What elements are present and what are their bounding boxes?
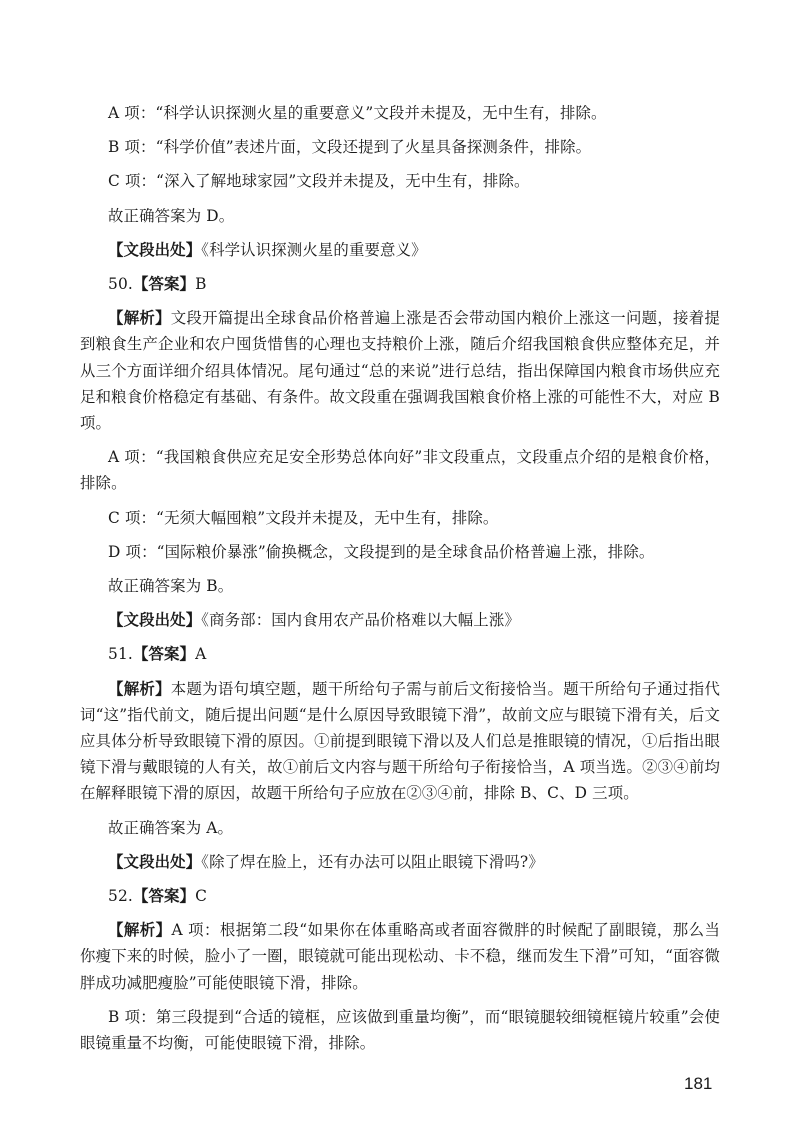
answer-label: 【答案】	[132, 275, 196, 294]
q49-source-text: 《科学认识探测火星的重要意义》	[201, 240, 427, 259]
q49-option-b: B 项：“科学价值”表述片面，文段还提到了火星具备探测条件，排除。	[108, 138, 592, 157]
q52-answer-line	[80, 883, 720, 909]
q49-conclusion: 故正确答案为 D。	[108, 206, 235, 225]
q51-answer-line	[80, 641, 720, 667]
page-content	[80, 100, 720, 1064]
q50-analysis	[80, 305, 720, 436]
q52-number: 52.	[108, 887, 133, 906]
q50-option-a: A 项：“我国粮食供应充足安全形势总体向好”非文段重点，文段重点介绍的是粮食价格，排除。	[80, 448, 720, 493]
q52-option-b: B 项：第三段提到“合适的镜框，应该做到重量均衡”，而“眼镜腿较细镜框镜片较重”会使眼镜重量不均衡，可能使眼镜下滑，排除。	[80, 1007, 720, 1053]
q52-analysis	[80, 917, 720, 996]
q50-source-text: 《商务部：国内食用农产品价格难以大幅上涨》	[201, 611, 520, 630]
q52-answer: C	[195, 887, 208, 906]
q49-option-c: C 项：“深入了解地球家园”文段并未提及，无中生有，排除。	[108, 172, 530, 191]
q50-source	[80, 607, 720, 633]
q51-source-text: 《除了焊在脸上，还有办法可以阻止眼镜下滑吗?》	[201, 852, 544, 871]
q49-option-a: A 项：“科学认识探测火星的重要意义”文段并未提及，无中生有，排除。	[108, 104, 607, 122]
q52-analysis-text: A 项：根据第二段“如果你在体重略高或者面容微胖的时候配了副眼镜，那么当你瘦下来的时候，脸小了一圈，眼镜就可能出现松动、卡不稳，继而发生下滑”可知，“面容微胖成功减肥瘦脸”可能使眼镜下滑，排除。	[80, 921, 720, 992]
source-label: 【文段出处】	[108, 240, 202, 259]
source-label: 【文段出处】	[108, 852, 202, 871]
q50-number: 50.	[108, 275, 133, 294]
q49-source	[80, 237, 720, 263]
q51-answer: A	[195, 645, 207, 664]
q50-answer: B	[195, 275, 207, 294]
source-label: 【文段出处】	[108, 611, 202, 630]
q50-analysis-text: 文段开篇提出全球食品价格普遍上涨是否会带动国内粮价上涨这一问题，接着提到粮食生产企业和农户囤货惜售的心理也支持粮价上涨，随后介绍我国粮食供应整体充足，并从三个方面详细介绍具体情况。尾句通过“总的来说”进行总结，指出保障国内粮食市场供应充足和粮食价格稳定有基础、有条件。故文段重在强调我国粮食价格上涨的可能性不大，对应 B 项。	[80, 309, 720, 433]
analysis-label: 【解析】	[108, 921, 172, 940]
answer-label: 【答案】	[132, 645, 196, 664]
analysis-label: 【解析】	[108, 679, 171, 698]
q51-analysis-text: 本题为语句填空题，题干所给句子需与前后文衔接恰当。题干所给句子通过指代词“这”指代前文，随后提出问题“是什么原因导致眼镜下滑”，故前文应与眼镜下滑有关，后文应具体分析导致眼镜下滑的原因。①前提到眼镜下滑以及人们总是推眼镜的情况，①后指出眼镜下滑与戴眼镜的人有关，故①前后文内容与题干所给句子衔接恰当，A 项当选。②③④前均在解释眼镜下滑的原因，故题干所给句子应放在②③④前，排除 B、C、D 三项。	[80, 679, 720, 803]
q51-conclusion: 故正确答案为 A。	[108, 818, 234, 837]
analysis-label: 【解析】	[108, 309, 171, 328]
q51-analysis	[80, 676, 720, 807]
q50-answer-line	[80, 271, 720, 297]
page-number: 181	[684, 1074, 713, 1093]
q50-conclusion: 故正确答案为 B。	[108, 577, 234, 596]
q51-number: 51.	[108, 645, 133, 664]
q51-source	[80, 849, 720, 875]
q50-option-d: D 项：“国际粮价暴涨”偷换概念，文段提到的是全球食品价格普遍上涨，排除。	[108, 542, 655, 561]
answer-label: 【答案】	[132, 887, 196, 906]
q50-option-c: C 项：“无须大幅囤粮”文段并未提及，无中生有，排除。	[108, 508, 499, 527]
